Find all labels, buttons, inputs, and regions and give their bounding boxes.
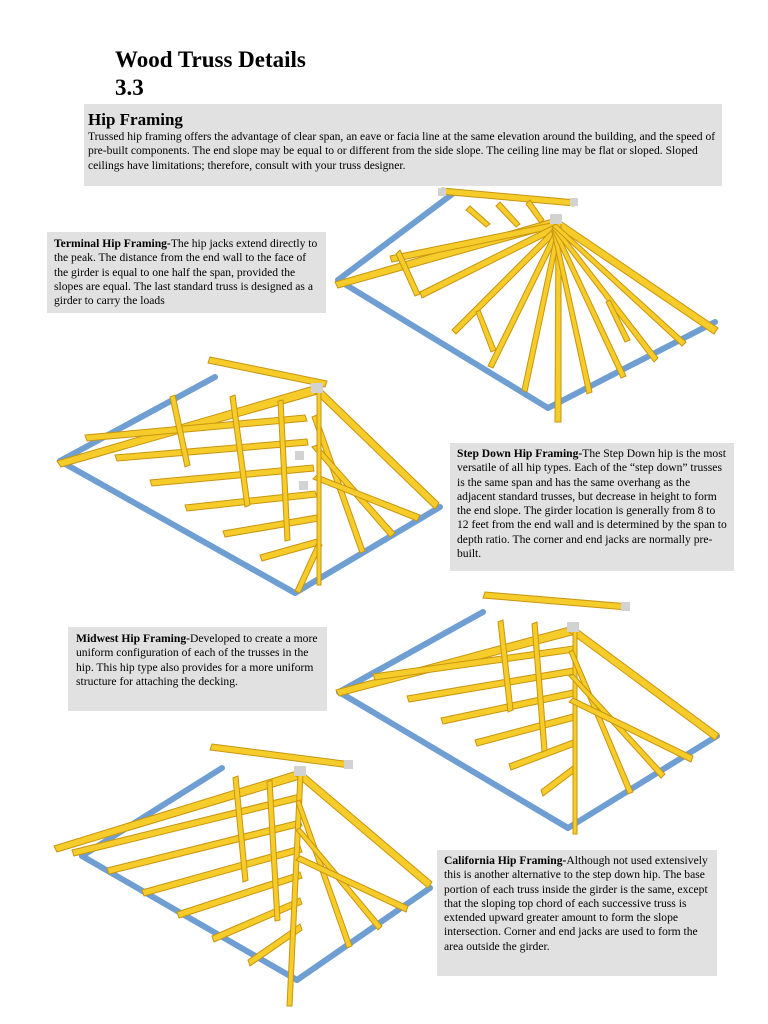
hip-framing-intro-text: Trussed hip framing offers the advantage of clear span, an eave or facia line at the same elevation around the building, and the speed of pre-built components. The end slope may be equal to or different from the side slope. The ceiling line may be flat or sloped. Sloped ceilings have limitations; therefore, consult with your truss designer. (88, 130, 716, 172)
step-down-hip-framing-panel (450, 443, 734, 571)
california-hip-framing-panel (437, 850, 717, 976)
hip-framing-heading: Hip Framing (88, 110, 183, 129)
wall-plates (82, 768, 430, 980)
california-hip-framing-text: California Hip Framing-Although not used extensively this is another alternative to the step down hip. The base portion of each truss inside the girder is the same, except that the sloping top chord of each successive truss is extended upward greater amount to form the slope intersection. Corner and end jacks are used to form the area outside the girder. (444, 854, 708, 953)
step-down-hip-framing-text: Step Down Hip Framing-The Step Down hip is the most versatile of all hip types. Each of the “step down” trusses is the same span and has the same overhang as the adjacent standard trusses, but decrease in height to form the end slope. The girder location is generally from 8 to 12 feet from the end wall and is determined by the span to depth ratio. The corner and end jacks are normally pre-built. (457, 447, 727, 561)
page-title (115, 46, 306, 102)
step-down-hip-framing-illustration (55, 355, 445, 600)
terminal-hip-framing-panel (47, 232, 326, 313)
hip-framing-intro-panel (84, 104, 722, 186)
truss-members (57, 357, 439, 593)
midwest-hip-framing-text: Midwest Hip Framing-Developed to create a more uniform configuration of each of the trusses in the hip. This hip type also provides for a more uniform structure for attaching the decking. (76, 632, 318, 688)
section-number: 3.3 (115, 75, 144, 100)
midwest-hip-framing-panel (68, 627, 327, 711)
california-hip-framing-illustration (52, 740, 437, 1008)
document-title: Wood Truss Details (115, 47, 306, 72)
terminal-hip-framing-text: Terminal Hip Framing-The hip jacks extend directly to the peak. The distance from the end wall to the face of the girder is equal to one half the span, provided the slopes are equal. The last standard truss is designed as a girder to carry the loads (54, 237, 318, 308)
